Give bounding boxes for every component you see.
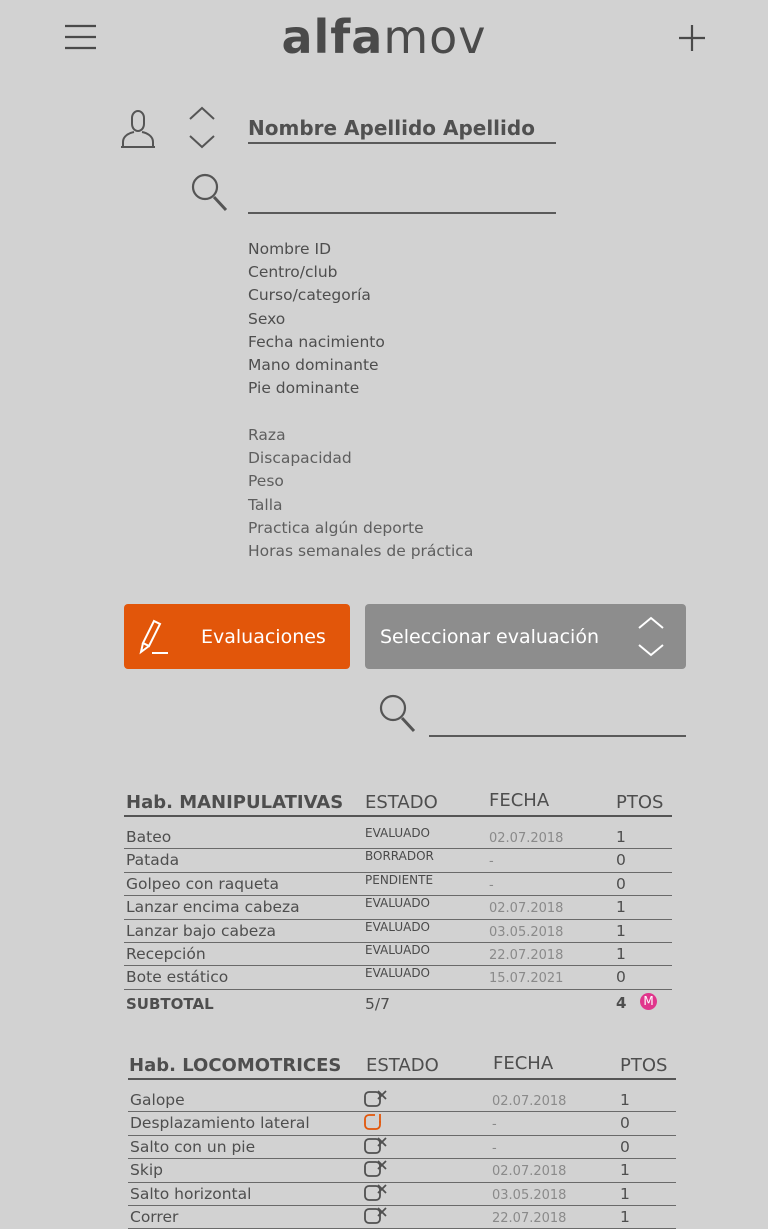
field-label: Mano dominante: [248, 356, 379, 375]
status-text: EVALUADO: [365, 896, 430, 911]
profile-name[interactable]: Nombre Apellido Apellido: [248, 116, 556, 144]
table-row[interactable]: [128, 1112, 676, 1135]
table-row[interactable]: [124, 896, 672, 919]
locomotrices-title: Hab. LOCOMOTRICES: [129, 1055, 342, 1076]
points-text: 1: [620, 1184, 630, 1203]
skill-name: Salto con un pie: [130, 1137, 256, 1156]
skill-name: Lanzar bajo cabeza: [126, 921, 276, 940]
date-text: 03.05.2018: [489, 924, 564, 940]
profile-down-arrow-icon[interactable]: [189, 134, 215, 149]
points-text: 0: [616, 968, 626, 987]
skill-name: Golpeo con raqueta: [126, 874, 279, 893]
row-divider: [124, 989, 672, 990]
date-text: 02.07.2018: [489, 901, 564, 917]
profile-up-arrow-icon[interactable]: [189, 106, 215, 121]
subtotal-label: SUBTOTAL: [126, 995, 214, 1013]
date-text: -: [492, 1140, 497, 1156]
col-ptos-header: PTOS: [616, 792, 664, 813]
field-label: Peso: [248, 472, 284, 491]
table-row[interactable]: [124, 826, 672, 849]
field-label: Talla: [248, 495, 283, 514]
table-row[interactable]: [128, 1089, 676, 1112]
table-row[interactable]: [128, 1206, 676, 1229]
pencil-icon: [138, 618, 170, 656]
field-label: Nombre ID: [248, 240, 332, 258]
col-estado-header: ESTADO: [365, 792, 438, 813]
field-label: Discapacidad: [248, 449, 352, 468]
skill-name: Bote estático: [126, 968, 229, 987]
subtotal-count: 5/7: [365, 995, 390, 1013]
evaluated-icon: [364, 1090, 388, 1108]
profile-search-input[interactable]: [248, 168, 556, 214]
col-ptos-header: PTOS: [620, 1055, 668, 1076]
evaluated-icon: [364, 1184, 388, 1202]
manipulativas-title: Hab. MANIPULATIVAS: [126, 792, 344, 813]
skill-name: Desplazamiento lateral: [130, 1114, 310, 1133]
skill-name: Salto horizontal: [130, 1184, 252, 1203]
skill-name: Correr: [130, 1208, 179, 1226]
date-text: -: [489, 877, 494, 893]
table-row[interactable]: [124, 849, 672, 872]
points-text: 1: [620, 1208, 630, 1226]
skill-name: Galope: [130, 1091, 185, 1109]
field-label: Practica algún deporte: [248, 518, 424, 537]
field-label: Centro/club: [248, 263, 338, 282]
table-row[interactable]: [124, 966, 672, 989]
status-text: BORRADOR: [365, 849, 434, 864]
search-icon[interactable]: [190, 172, 228, 212]
evaluated-icon: [364, 1160, 388, 1178]
logo-light: mov: [383, 10, 487, 64]
header-divider: [128, 1078, 676, 1080]
field-label: Raza: [248, 426, 286, 444]
field-label: Horas semanales de práctica: [248, 542, 474, 561]
evaluated-icon: [364, 1137, 388, 1155]
field-label: Pie dominante: [248, 379, 360, 398]
date-text: -: [489, 854, 494, 870]
field-label: Sexo: [248, 309, 286, 328]
table-row[interactable]: [124, 920, 672, 943]
table-row[interactable]: [124, 873, 672, 896]
field-label: Fecha nacimiento: [248, 332, 385, 351]
table-row[interactable]: [128, 1136, 676, 1159]
app-logo: [0, 10, 768, 64]
date-text: 02.07.2018: [492, 1094, 567, 1109]
date-text: 22.07.2018: [489, 948, 564, 963]
status-text: EVALUADO: [365, 943, 430, 957]
chevron-up-icon[interactable]: [638, 616, 664, 630]
subtotal-points: 4: [616, 994, 627, 1012]
evaluation-search-input[interactable]: [429, 695, 686, 737]
search-icon[interactable]: [378, 693, 416, 733]
date-text: 02.07.2018: [489, 831, 564, 846]
profile-fields-secondary: [248, 424, 473, 563]
evaluated-icon: [364, 1207, 388, 1225]
points-text: 0: [620, 1137, 630, 1156]
date-text: 22.07.2018: [492, 1211, 567, 1226]
select-evaluation-label: Seleccionar evaluación: [380, 625, 599, 648]
points-text: 1: [616, 945, 626, 963]
points-text: 1: [616, 921, 626, 940]
col-fecha-header: FECHA: [489, 790, 550, 811]
profile-fields-primary: [248, 238, 385, 400]
points-text: 1: [616, 898, 626, 917]
skill-name: Lanzar encima cabeza: [126, 898, 300, 917]
points-text: 0: [616, 874, 626, 893]
evaluaciones-label: Evaluaciones: [201, 625, 326, 648]
select-evaluation-dropdown[interactable]: [365, 604, 686, 669]
status-text: PENDIENTE: [365, 872, 434, 887]
date-text: 15.07.2021: [489, 971, 564, 987]
table-row[interactable]: [128, 1183, 676, 1206]
points-text: 1: [620, 1091, 630, 1109]
chevron-down-icon[interactable]: [638, 643, 664, 657]
col-fecha-header: FECHA: [493, 1053, 554, 1074]
date-text: 02.07.2018: [492, 1164, 567, 1180]
add-icon[interactable]: [678, 24, 706, 52]
logo-bold: alfa: [281, 10, 384, 64]
warning-icon: [364, 1113, 388, 1131]
status-text: EVALUADO: [365, 826, 430, 840]
field-label: Curso/categoría: [248, 286, 371, 305]
skill-name: Bateo: [126, 828, 172, 846]
skill-name: Patada: [126, 851, 180, 870]
status-text: EVALUADO: [365, 919, 430, 934]
evaluaciones-button[interactable]: [124, 604, 350, 669]
skill-name: Recepción: [126, 945, 206, 963]
skill-name: Skip: [130, 1161, 163, 1180]
table-row[interactable]: [128, 1159, 676, 1182]
points-text: 1: [620, 1161, 630, 1180]
date-text: 03.05.2018: [492, 1187, 567, 1203]
level-badge: M: [640, 993, 657, 1010]
status-text: EVALUADO: [365, 966, 430, 981]
points-text: 1: [616, 828, 626, 846]
points-text: 0: [620, 1114, 630, 1133]
table-row[interactable]: [124, 943, 672, 966]
points-text: 0: [616, 851, 626, 870]
col-estado-header: ESTADO: [366, 1055, 439, 1076]
header-divider: [124, 815, 672, 817]
user-icon: [120, 108, 156, 150]
date-text: -: [492, 1117, 497, 1133]
